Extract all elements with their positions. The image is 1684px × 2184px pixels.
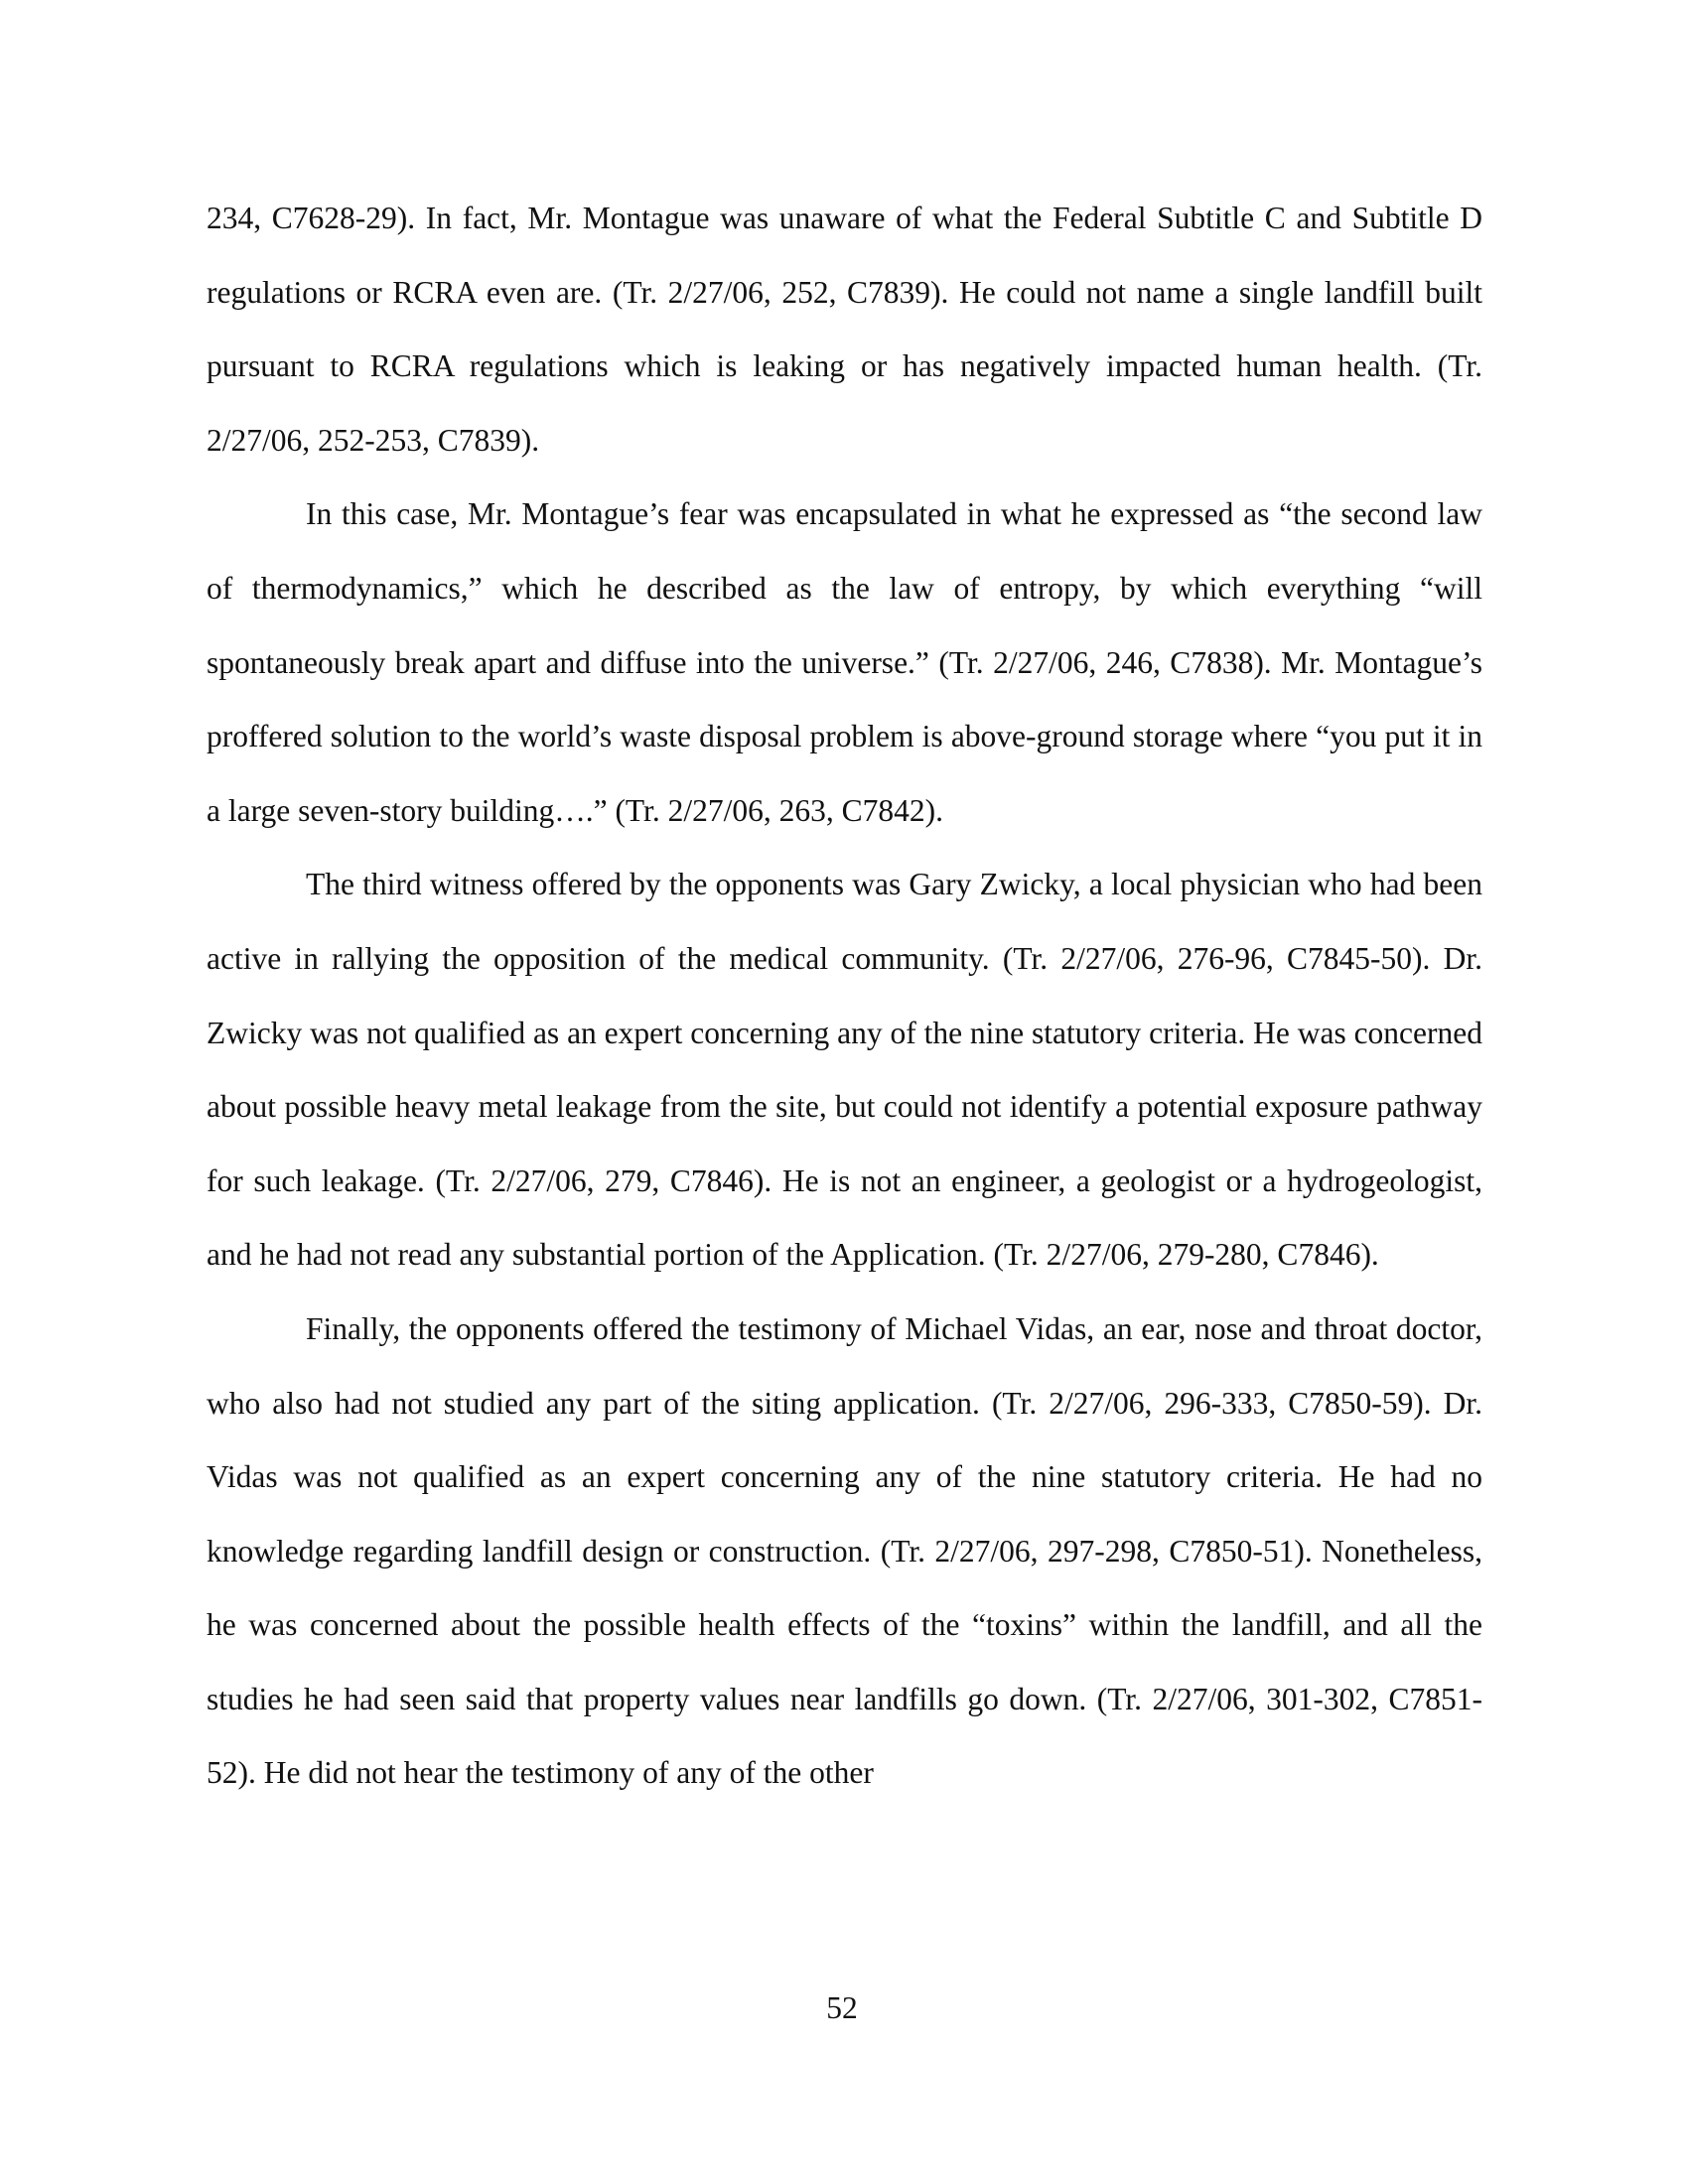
page-number: 52 xyxy=(826,1990,858,2025)
paragraph-zwicky-testimony: The third witness offered by the opponents was Gary Zwicky, a local physician who had been active in rallying the opposition of the medical community. (Tr. 2/27/06, 276-96, C7845-50). Dr. Zwicky was not qualified as an expert concerning any of the nine statutory criteria. He was concerned about possible heavy metal leakage from the site, but could not identify a potential exposure pathway for such leakage. (Tr. 2/27/06, 279, C7846). He is not an engineer, a geologist or a hydrogeologist, and he had not read any substantial portion of the Application. (Tr. 2/27/06, 279-280, C7846). xyxy=(207,867,1482,1273)
paragraph-montague-fear: In this case, Mr. Montague’s fear was encapsulated in what he expressed as “the second law of thermodynamics,” which he described as the law of entropy, by which everything “will spontaneously break apart and diffuse into the universe.” (Tr. 2/27/06, 246, C7838). Mr. Montague’s proffered solution to the world’s waste disposal problem is above-ground storage where “you put it in a large seven-story building….” (Tr. 2/27/06, 263, C7842). xyxy=(207,496,1482,828)
paragraph-vidas-testimony: Finally, the opponents offered the testimony of Michael Vidas, an ear, nose and throat doctor, who also had not studied any part of the siting application. (Tr. 2/27/06, 296-333, C7850-59). Dr. Vidas was not qualified as an expert concerning any of the nine statutory criteria. He had no knowledge regarding landfill design or construction. (Tr. 2/27/06, 297-298, C7850-51). Nonetheless, he was concerned about the possible health effects of the “toxins” within the landfill, and all the studies he had seen said that property values near landfills go down. (Tr. 2/27/06, 301-302, C7851-52). He did not hear the testimony of any of the other xyxy=(207,1310,1482,1791)
paragraph-continuation: 234, C7628-29). In fact, Mr. Montague was unaware of what the Federal Subtitle C and Subtitle D regulations or RCRA even are. (Tr. 2/27/06, 252, C7839). He could not name a single landfill built pursuant to RCRA regulations which is leaking or has negatively impacted human health. (Tr. 2/27/06, 252-253, C7839). xyxy=(207,201,1482,458)
document-body xyxy=(207,182,1482,1811)
